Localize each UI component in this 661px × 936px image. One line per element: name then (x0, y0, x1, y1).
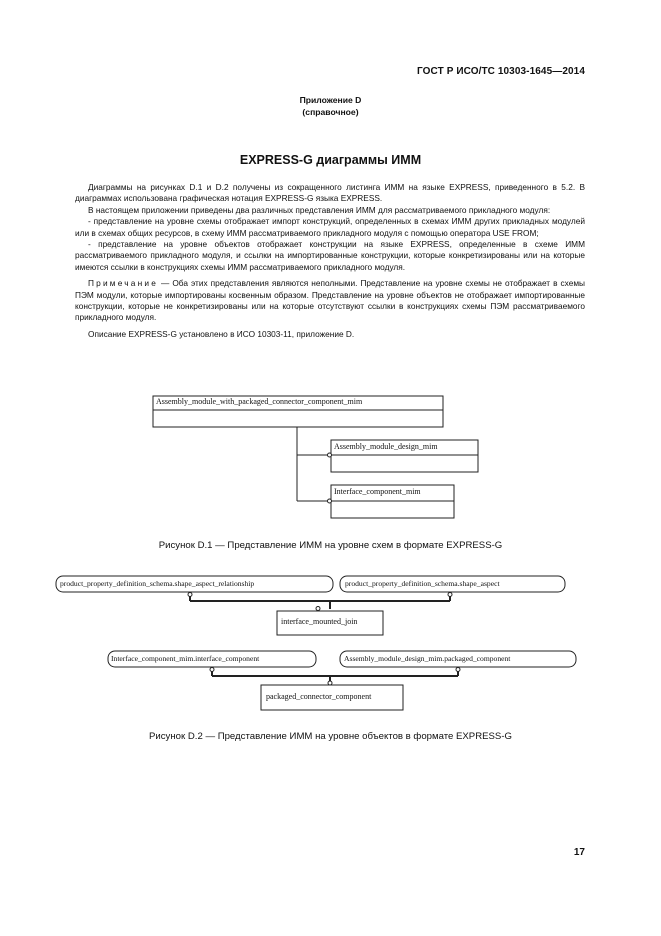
ref-top-left-label: product_property_definition_schema.shape_aspect_relationship (60, 579, 255, 588)
ref-bottom-right-label: Assembly_module_design_mim.packaged_component (344, 654, 511, 663)
entity-bottom-label: packaged_connector_component (266, 692, 372, 701)
paragraph-5: Описание EXPRESS-G установлено в ИСО 10303-11, приложение D. (88, 328, 355, 339)
ref-bottom-left-label: Interface_component_mim.interface_component (111, 654, 260, 663)
note-label: Примечание (88, 278, 159, 289)
paragraph-3: - представление на уровне схемы отображает импорт конструкций, определенных в схемах ИММ других прикладных модулей или в схемах общих ресурсов, в схему ИММ рассматриваемого прикладного модуля с помощью оператора USE FROM; (75, 216, 585, 238)
appendix-title: Приложение D (299, 95, 362, 105)
schema-a-label: Assembly_module_design_mim (334, 442, 438, 451)
paragraph-4: - представление на уровне объектов отображает конструкции на языке EXPRESS, определенные в схеме ИММ рассматриваемого прикладного модуля, и ссылки на импортированные конструкции, которые конкретизированы или на которые имеются ссылки в конструкциях схемы ИММ рассматриваемого прикладного модуля. (75, 239, 585, 272)
entity-top-label: interface_mounted_join (281, 617, 358, 626)
main-schema-label: Assembly_module_with_packaged_connector_component_mim (156, 397, 363, 406)
page-number: 17 (573, 847, 585, 858)
paragraph-2: В настоящем приложении приведены два различных представления ИММ для рассматриваемого прикладного модуля: (88, 204, 551, 215)
appendix-status: (справочное) (302, 107, 359, 117)
note-text: — Оба этих представления являются неполными. Представление на уровне схемы не отображает в схемы ПЭМ модули, которые импортированы косвенным образом. Представление на уровне объектов не отображает импортированные конструкции, которые не конкретизированы или на которые отсутствуют ссылки в конструкциях схемы ПЭМ рассматриваемого прикладного модуля. (75, 278, 585, 323)
standard-header: ГОСТ Р ИСО/ТС 10303-1645—2014 (417, 66, 585, 77)
ref-top-right-label: product_property_definition_schema.shape_aspect (345, 579, 500, 588)
figure-1-caption: Рисунок D.1 — Представление ИММ на уровне схем в формате EXPRESS-G (158, 540, 503, 551)
section-title: EXPRESS-G диаграммы ИММ (239, 153, 422, 167)
paragraph-1: Диаграммы на рисунках D.1 и D.2 получены из сокращенного листинга ИММ на языке EXPRESS, приведенного в 5.2. В диаграммах использована графическая нотация EXPRESS-G языка EXPRESS. (75, 182, 585, 204)
schema-b-label: Interface_component_mim (334, 487, 421, 496)
figure-2-caption: Рисунок D.2 — Представление ИММ на уровне объектов в формате EXPRESS-G (149, 731, 512, 742)
